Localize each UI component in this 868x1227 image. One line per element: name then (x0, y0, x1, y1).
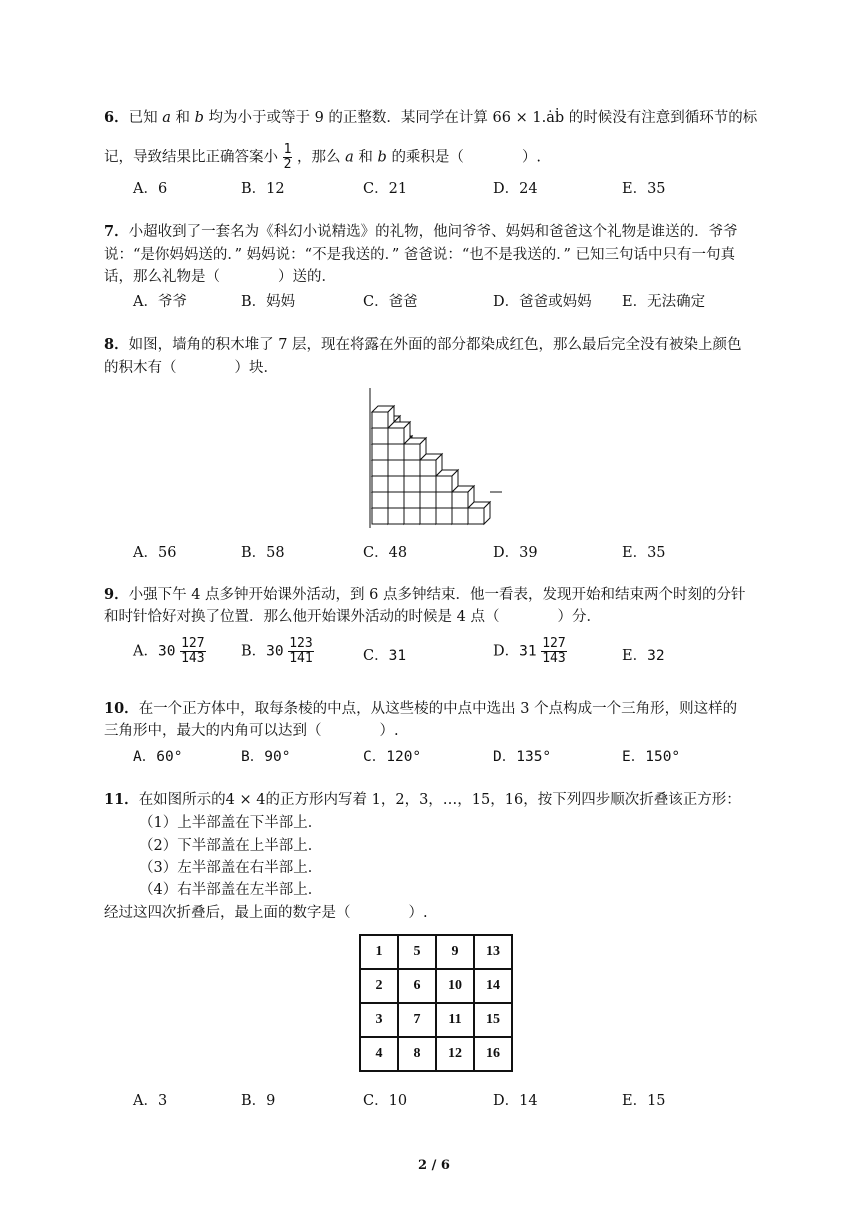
q9-option-c: C．31 (363, 648, 407, 664)
grid-cell: 13 (474, 935, 512, 969)
q7-line-2: 说：“是你妈妈送的．” 妈妈说：“不是我送的．” 爸爸说：“也不是我送的．” 已知三句话中只有一句真 (104, 247, 736, 263)
q11-step-4: （4）右半部盖在左半部上． (139, 882, 323, 898)
grid-cell: 8 (398, 1037, 436, 1071)
q9-option-b: B．30 $\frac{123}{141}$ (241, 636, 313, 666)
grid-cell: 9 (436, 935, 474, 969)
q8-option-c: C．48 (363, 545, 408, 561)
q8-option-b: B．58 (241, 545, 285, 561)
block-cube (404, 460, 420, 476)
grid-cell: 14 (474, 969, 512, 1003)
q11-option-a: A．3 (133, 1093, 168, 1109)
grid-cell: 12 (436, 1037, 474, 1071)
q9-option-d: D．31 $\frac{127}{143}$ (493, 636, 566, 666)
block-cube (436, 508, 452, 524)
grid-cell: 3 (360, 1003, 398, 1037)
block-cube (468, 508, 484, 524)
q6-option-e: E．35 (622, 181, 666, 197)
q7-option-d: D．爸爸或妈妈 (493, 294, 592, 310)
q6-line-2: 记，导致结果比正确答案小 $\frac{1}{2}$ ，那么 a 和 b 的乘积是（ ）. (104, 142, 542, 172)
block-cube (404, 492, 420, 508)
grid-cell: 4 (360, 1037, 398, 1071)
q7-line-1: 7．小超收到了一套名为《科幻小说精选》的礼物，他问爷爷、妈妈和爸爸这个礼物是谁送的．爷爷 (104, 223, 738, 240)
grid-cell: 16 (474, 1037, 512, 1071)
q7-option-b: B．妈妈 (241, 294, 296, 310)
q11-option-c: C．10 (363, 1093, 408, 1109)
q6-option-b: B．12 (241, 181, 285, 197)
block-cube (388, 428, 404, 444)
q9-line-1: 9．小强下午 4 点多钟开始课外活动，到 6 点多钟结束．他一看表，发现开始和结束两个时刻的分针 (104, 586, 746, 603)
q9-line-2: 和时针恰好对换了位置．那么他开始课外活动的时候是 4 点（ ）分． (104, 609, 601, 625)
block-cube (372, 428, 388, 444)
grid-cell: 10 (436, 969, 474, 1003)
grid-row (360, 1003, 512, 1037)
q8-line-1: 8．如图，墙角的积木堆了 7 层，现在将露在外面的部分都染成红色，那么最后完全没有被染上颜色 (104, 336, 742, 353)
question-number: 6． (104, 109, 129, 126)
q7-option-a: A．爷爷 (133, 294, 187, 310)
block-cube (388, 508, 404, 524)
q11-step-2: （2）下半部盖在上半部上． (139, 838, 323, 854)
q11-option-b: B．9 (241, 1093, 276, 1109)
q9-option-a: A．30 $\frac{127}{143}$ (133, 636, 205, 666)
q10-option-c: C．120° (363, 749, 422, 765)
grid-cell: 2 (360, 969, 398, 1003)
q8-option-a: A．56 (133, 545, 177, 561)
grid-cell: 7 (398, 1003, 436, 1037)
grid-cell: 1 (360, 935, 398, 969)
q6-option-a: A．6 (133, 181, 168, 197)
q11-option-d: D．14 (493, 1093, 538, 1109)
q6-option-d: D．24 (493, 181, 538, 197)
q10-option-e: E．150° (622, 749, 681, 765)
q11-line-1: 11．在如图所示的4 × 4的正方形内写着 1，2，3，…，15，16，按下列四步顺次折叠该正方形： (104, 791, 741, 808)
q6-line-1: 6．已知 a 和 b 均为小于或等于 9 的正整数．某同学在计算 66 × 1.ȧḃ 的时候没有注意到循环节的标 (104, 109, 758, 126)
math-expression: 66 × 1.ȧḃ (492, 110, 565, 126)
block-cube (452, 508, 468, 524)
grid-cell: 5 (398, 935, 436, 969)
block-cube (436, 492, 452, 508)
block-cube (420, 508, 436, 524)
block-cube (452, 492, 468, 508)
q11-step-3: （3）左半部盖在右半部上． (139, 860, 323, 876)
block-cube (372, 412, 388, 428)
fraction: $\frac{1}{2}$ (283, 142, 292, 172)
q10-option-b: B．90° (241, 749, 291, 765)
block-cube (388, 476, 404, 492)
q8-option-d: D．39 (493, 545, 538, 561)
block-cube (420, 460, 436, 476)
block-cube (404, 476, 420, 492)
q10-line-1: 10．在一个正方体中，取每条棱的中点，从这些棱的中点中选出 3 个点构成一个三角形，则这样的 (104, 700, 738, 717)
grid-cell: 6 (398, 969, 436, 1003)
q7-option-e: E．无法确定 (622, 294, 706, 310)
block-cube (420, 492, 436, 508)
q8-line-2: 的积木有（ ）块． (104, 360, 278, 376)
block-cube (388, 460, 404, 476)
page-number: 2 / 6 (418, 1158, 450, 1173)
q8-option-e: E．35 (622, 545, 666, 561)
q7-line-3: 话，那么礼物是（ ）送的． (104, 269, 336, 285)
q7-option-c: C．爸爸 (363, 294, 418, 310)
number-grid (359, 934, 513, 1072)
block-cube (372, 508, 388, 524)
block-cube (404, 444, 420, 460)
grid-cell: 11 (436, 1003, 474, 1037)
block-stack-figure (362, 384, 508, 530)
grid-row (360, 969, 512, 1003)
q10-option-d: D．135° (493, 749, 552, 765)
grid-row (360, 935, 512, 969)
block-cube (372, 492, 388, 508)
q6-option-c: C．21 (363, 181, 408, 197)
q11-option-e: E．15 (622, 1093, 666, 1109)
q11-line-end: 经过这四次折叠后，最上面的数字是（ ）. (104, 905, 428, 921)
grid-row (360, 1037, 512, 1071)
block-cube (372, 476, 388, 492)
block-cube (388, 444, 404, 460)
q10-option-a: A．60° (133, 749, 183, 765)
block-cube (436, 476, 452, 492)
block-cube (388, 492, 404, 508)
block-cube (372, 444, 388, 460)
q10-line-2: 三角形中，最大的内角可以达到（ ）. (104, 723, 399, 739)
block-cube (420, 476, 436, 492)
block-cube (372, 460, 388, 476)
q9-option-e: E．32 (622, 648, 665, 664)
block-cube (404, 508, 420, 524)
grid-cell: 15 (474, 1003, 512, 1037)
q11-step-1: （1）上半部盖在下半部上． (139, 815, 323, 831)
